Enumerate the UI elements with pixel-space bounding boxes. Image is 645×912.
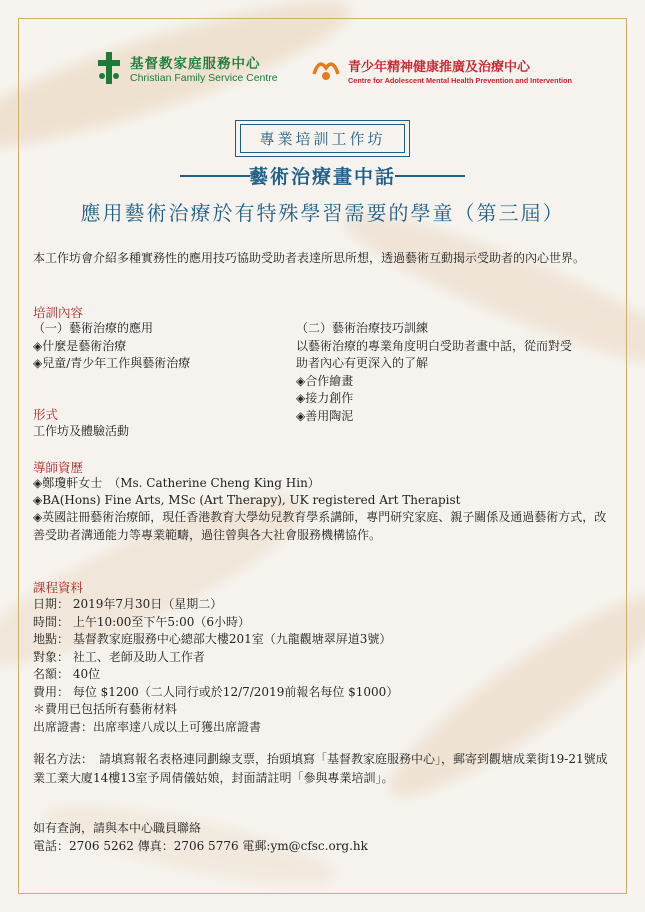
course-target: 對象： 社工、老師及助人工作者 <box>33 649 205 664</box>
page-subtitle: 應用藝術治療於有特殊學習需要的學童（第三屆） <box>80 201 565 225</box>
workshop-badge-label: 專業培訓工作坊 <box>240 124 404 153</box>
training-right-item: ◈合作繪畫 <box>296 373 354 388</box>
cfsc-name-zh: 基督教家庭服務中心 <box>130 56 261 72</box>
cfsc-cross-icon <box>96 50 122 86</box>
course-fee: 費用： 每位 $1200（二人同行或於12/7/2019前報名每位 $1000） <box>33 684 399 699</box>
course-venue: 地點： 基督教家庭服務中心總部大樓201室（九龍觀塘翠屏道3號） <box>33 632 392 646</box>
course-certificate: 出席證書：出席率達八成以上可獲出席證書 <box>33 719 262 734</box>
contact-line-2: 電話：2706 5262 傳真：2706 5776 電郵:ym@cfsc.org.hk <box>33 838 368 853</box>
training-left-item: ◈什麼是藝術治療 <box>33 338 127 353</box>
course-quota: 名額： 40位 <box>33 667 101 681</box>
centre-name-en: Centre for Adolescent Mental Health Prevention and Intervention <box>348 76 572 85</box>
header-logos <box>96 50 576 98</box>
training-right-title: （二）藝術治療技巧訓練 <box>296 321 429 335</box>
trainer-name: ◈鄭瓊軒女士 （Ms. Catherine Cheng King Hin） <box>33 476 320 490</box>
training-heading: 培訓內容 <box>33 305 84 320</box>
course-time: 時間： 上午10:00至下午5:00（6小時） <box>33 614 250 629</box>
centre-logo-icon <box>311 54 341 84</box>
workshop-badge <box>235 120 409 157</box>
contact-line-1: 如有查詢，請與本中心職員聯絡 <box>33 821 202 835</box>
centre-name-zh: 青少年精神健康推廣及治療中心 <box>348 60 531 75</box>
trainer-bio: ◈英國註冊藝術治療師，現任香港教育大學幼兒教育學系講師，專門研究家庭、親子關係及通過藝術方式，改善受助者溝通能力等專業範疇，過往曾與各大社會服務機構協作。 <box>33 510 607 542</box>
training-left-column <box>33 320 293 373</box>
training-left-title: （一）藝術治療的應用 <box>33 321 154 335</box>
format-text: 工作坊及體驗活動 <box>33 424 130 438</box>
course-heading: 課程資料 <box>33 580 84 595</box>
contact-block <box>33 820 618 855</box>
page-title: 藝術治療畫中話 <box>248 166 396 188</box>
course-details <box>33 596 623 736</box>
registration-text: 報名方法： 請填寫報名表格連同劃線支票，抬頭填寫「基督教家庭服務中心」，郵寄到觀塘成業街19-21號成業工業大廈14樓13室予周倩儀姑娘，封面請註明「參與專業培訓」。 <box>33 752 608 785</box>
trainer-qualifications: ◈BA(Hons) Fine Arts, MSc (Art Therapy), UK registered Art Therapist <box>33 493 461 507</box>
format-heading: 形式 <box>33 407 59 422</box>
trainer-heading: 導師資歷 <box>33 460 84 475</box>
course-fee-note: ＊費用已包括所有藝術材料 <box>33 702 178 716</box>
intro-text: 本工作坊會介紹多種實務性的應用技巧協助受助者表達所思所想，透過藝術互動揭示受助者的內心世界。 <box>33 251 586 265</box>
training-left-item: ◈兒童/青少年工作與藝術治療 <box>33 356 191 370</box>
training-right-item: ◈接力創作 <box>296 391 354 405</box>
cfsc-name-en: Christian Family Service Centre <box>130 72 278 84</box>
training-right-desc: 以藝術治療的專業角度明白受助者畫中話，從而對受助者內心有更深入的了解 <box>296 338 573 370</box>
training-right-column <box>296 320 596 425</box>
course-date: 日期： 2019年7月30日（星期二） <box>33 597 223 611</box>
training-right-item: ◈善用陶泥 <box>296 408 354 423</box>
